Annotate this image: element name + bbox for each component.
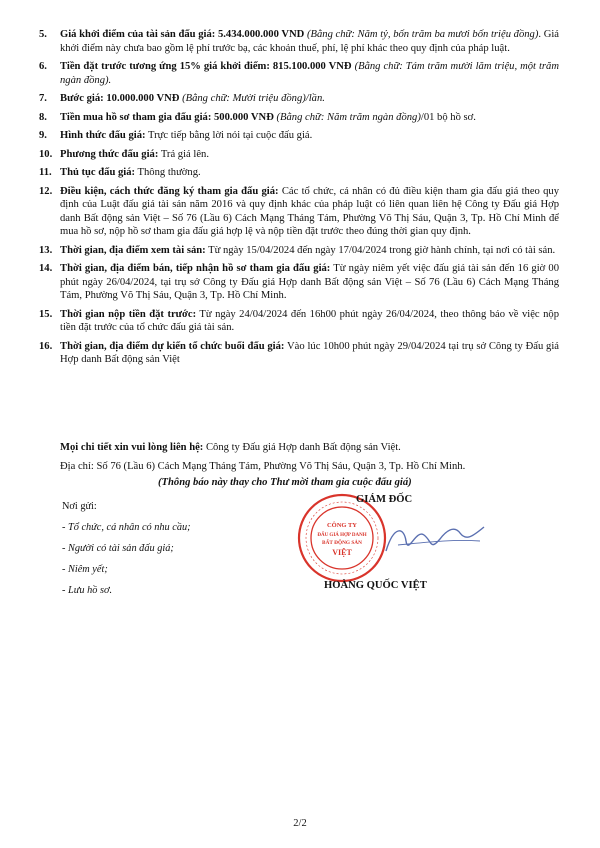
term-number: 10. [39,148,53,160]
company-seal [296,492,388,584]
term-text: /01 bộ hồ sơ. [420,111,476,123]
term-label: Tiền đặt trước tương ứng 15% giá khởi điểm: 815.100.000 VNĐ [60,61,352,72]
page-number: 2/2 [293,818,307,829]
term-label: Tiền mua hồ sơ tham gia đấu giá: 500.000 VNĐ [60,111,274,123]
auction-terms-list [39,28,559,367]
term-item [39,185,559,239]
contact-label: Mọi chi tiết xin vui lòng liên hệ: [60,442,204,453]
recipient-item: - Lưu hồ sơ. [62,585,113,596]
term-number: 6. [39,61,47,72]
term-item [39,60,559,87]
term-number: 16. [39,340,53,352]
recipient-item: - Niêm yết; [62,564,108,575]
term-item [39,28,559,55]
contact-company: Công ty Đấu giá Hợp danh Bất động sản Việt. [203,442,401,453]
term-label: Phương thức đấu giá: [60,148,159,160]
recipients-block [62,496,191,601]
term-item [39,92,559,106]
term-italic-note: (Bằng chữ: Năm trăm ngàn đồng) [273,111,421,123]
term-label: Bước giá: 10.000.000 VNĐ [60,93,180,104]
seal-dotted-ring [306,502,378,574]
term-item [39,129,559,143]
term-number: 8. [39,111,47,123]
handwritten-signature [380,515,490,565]
term-label: Giá khởi điểm của tài sản đấu giá: 5.434.000.000 VND [60,29,305,40]
seal-line: VIỆT [332,548,352,557]
term-text: Các tổ chức, cá nhân có đủ điều kiện tham gia đấu giá theo quy định của Luật đấu giá tài sản năm 2016 và quy định khác của pháp luật có liên quan liên hệ Công ty Đấu giá Hợp danh Bất động sản Việt – Số 76 (Lầu 6) Cách Mạng Tháng Tám, Phường Võ Thị Sáu, Quận 3, Tp. Hồ Chí Minh để mua hồ sơ, nộp hồ sơ tham gia đấu giá hợp lệ và nộp tiền đặt trước theo đúng thời gian quy định. [60,185,560,237]
term-item [39,166,559,180]
term-italic-note: (Bằng chữ: Mười triệu đồng)/lần. [179,93,325,104]
term-item [39,308,559,335]
director-title: GIÁM ĐỐC [356,494,413,505]
term-number: 12. [39,185,53,197]
term-text: Trả giá lên. [158,148,209,160]
signature-stroke [386,527,484,551]
term-item [39,148,559,162]
term-item [39,111,559,125]
notice-note: (Thông báo này thay cho Thư mời tham gia cuộc đấu giá) [158,477,412,488]
term-label: Thủ tục đấu giá: [60,167,136,178]
term-item [39,244,559,258]
term-label: Thời gian, địa điểm xem tài sản: [60,244,206,256]
term-number: 13. [39,244,53,256]
signer-name: HOÀNG QUỐC VIỆT [324,580,427,591]
term-text: Trực tiếp bằng lời nói tại cuộc đấu giá. [145,130,313,141]
term-number: 5. [39,29,47,40]
term-number: 7. [39,93,47,104]
term-text: Vào lúc 10h00 phút ngày 29/04/2024 tại trụ sở Công ty Đấu giá Hợp danh Bất động sản Việt [60,340,559,365]
contact-address: Địa chỉ: Số 76 (Lầu 6) Cách Mạng Tháng Tám, Phường Võ Thị Sáu, Quận 3, Tp. Hồ Chí Minh. [60,461,466,472]
seal-line: CÔNG TY [326,522,358,529]
term-label: Điều kiện, cách thức đăng ký tham gia đấu giá: [60,185,279,197]
term-text: Từ ngày 15/04/2024 đến ngày 17/04/2024 trong giờ hành chính, tại nơi có tài sản. [205,244,556,256]
term-label: Hình thức đấu giá: [60,130,146,141]
term-italic-note: (Bằng chữ: Năm tỷ, bốn trăm ba mươi bốn triệu đồng) [304,29,539,40]
term-text: Từ ngày 24/04/2024 đến 16h00 phút ngày 26/04/2024, theo thông báo về việc nộp tiền đặt trước của tổ chức đấu giá tài sản. [60,308,559,333]
term-item [39,262,559,303]
seal-line: ĐẤU GIÁ HỢP DANH [317,533,367,538]
recipients-title: Nơi gửi: [62,501,97,512]
term-number: 9. [39,130,47,141]
seal-inner-ring [311,507,373,569]
recipient-item: - Người có tài sản đấu giá; [62,543,174,554]
term-item [39,340,559,367]
seal-line: BẤT ĐỘNG SẢN [322,540,362,546]
term-text: Từ ngày niêm yết việc đấu giá tài sản đến 16 giờ 00 phút ngày 26/04/2024, tại trụ sở Công ty Đấu giá Hợp danh Bất động sản Việt – Số 76 (Lầu 6) Cách Mạng Tháng Tám, Phường Võ Thị Sáu, Quận 3, Tp. Hồ Chí Minh. [60,263,559,301]
term-label: Thời gian, địa điểm dự kiến tổ chức buổi đấu giá: [60,340,285,352]
term-number: 14. [39,263,53,274]
recipient-item: - Tổ chức, cá nhân có nhu cầu; [62,522,191,533]
term-text: . Giá khởi điểm này chưa bao gồm lệ phí trước bạ, các khoản thuế, phí, lệ phí khác theo quy định của pháp luật. [60,29,560,54]
term-label: Thời gian nộp tiền đặt trước: [60,308,197,320]
term-label: Thời gian, địa điểm bán, tiếp nhận hồ sơ tham gia đấu giá: [60,263,331,274]
term-number: 15. [39,308,53,320]
seal-outer-ring [299,495,385,581]
term-italic-note: (Bằng chữ: Tám trăm mười lăm triệu, một trăm ngàn đồng). [60,61,559,86]
term-number: 11. [39,167,52,178]
contact-line [60,441,560,455]
term-text: Thông thường. [135,167,201,178]
